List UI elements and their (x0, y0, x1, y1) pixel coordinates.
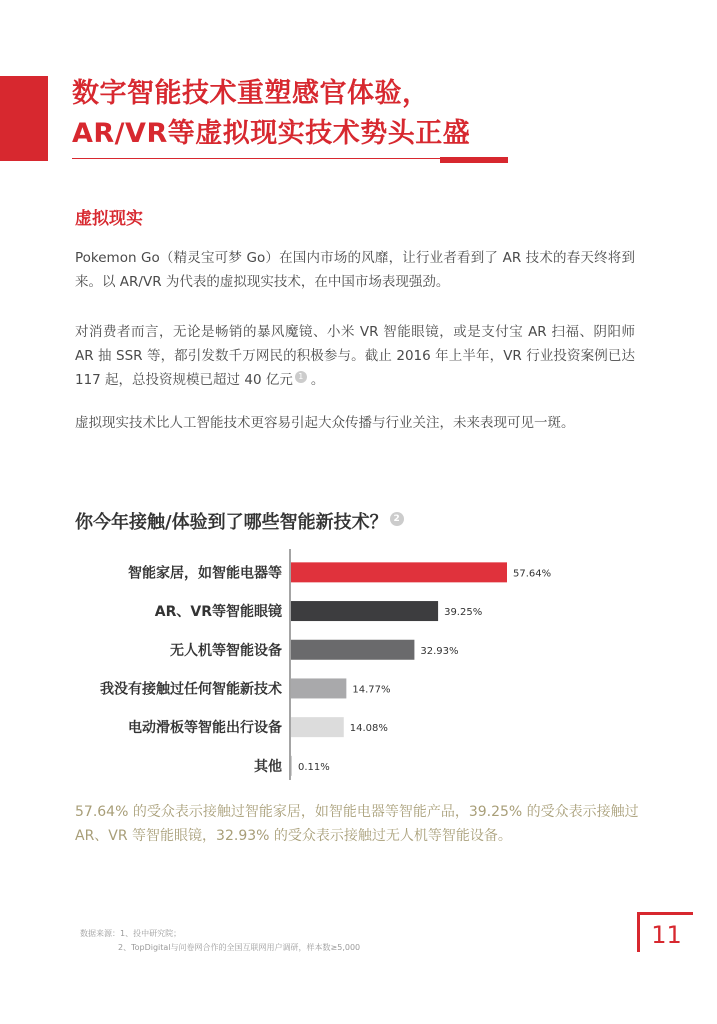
value-label-1: 39.25% (444, 607, 483, 619)
category-label-3: 我没有接触过任何智能新技术 (100, 681, 282, 698)
category-label-4: 电动滑板等智能出行设备 (128, 720, 282, 737)
bar-1 (291, 601, 438, 621)
source-line-1: 数据来源：1、投中研究院； (80, 929, 182, 938)
bar-2 (291, 640, 414, 660)
bar-0 (291, 562, 507, 582)
paragraph-2 (75, 320, 635, 392)
section-title: 虚拟现实 (75, 209, 143, 229)
footnote-1-marker: 1 (295, 371, 307, 383)
bar-3 (291, 678, 346, 698)
value-label-5: 0.11% (298, 761, 330, 773)
red-accent-block (0, 76, 48, 161)
bar-5 (291, 756, 292, 776)
category-label-5: 其他 (254, 758, 282, 775)
footnote-2-marker: 2 (390, 512, 404, 526)
technology-bar-chart (60, 545, 620, 780)
paragraph-2-text: 对消费者而言，无论是畅销的暴风魔镜、小米 VR 智能眼镜，或是支付宝 AR 扫福、阴阳师 AR 抽 SSR 等，都引发数千万网民的积极参与。截止 2016 年上半年，VR 行业投资案例已达 117 起，总投资规模已超过 40 亿元 (75, 324, 635, 388)
value-label-2: 32.93% (420, 645, 459, 657)
chart-title-text: 你今年接触/体验到了哪些智能新技术？ (75, 512, 388, 533)
value-label-3: 14.77% (352, 684, 391, 696)
paragraph-3: 虚拟现实技术比人工智能技术更容易引起大众传播与行业关注，未来表现可见一斑。 (75, 415, 575, 431)
bar-4 (291, 717, 344, 737)
chart-summary: 57.64% 的受众表示接触过智能家居，如智能电器等智能产品，39.25% 的受众表示接触过 AR、VR 等智能眼镜，32.93% 的受众表示接触过无人机等智能设备。 (75, 804, 639, 844)
source-line-2: 2、TopDigital与问卷网合作的全国互联网用户调研，样本数≥5,000 (118, 943, 361, 952)
page-title (72, 74, 692, 154)
value-label-4: 14.08% (349, 723, 388, 735)
data-source (80, 927, 360, 955)
category-label-1: AR、VR等智能眼镜 (154, 604, 282, 621)
chart-title (75, 508, 408, 534)
title-line-1: 数字智能技术重塑感官体验， (72, 78, 430, 109)
title-underline-accent (440, 157, 508, 163)
paragraph-1: Pokemon Go（精灵宝可梦 Go）在国内市场的风靡，让行业者看到了 AR 技术的春天终将到来。以 AR/VR 为代表的虚拟现实技术，在中国市场表现强劲。 (75, 250, 635, 290)
value-label-0: 57.64% (513, 568, 552, 580)
paragraph-2-end: 。 (310, 372, 325, 388)
category-label-2: 无人机等智能设备 (170, 642, 282, 659)
category-label-0: 智能家居，如智能电器等 (128, 565, 282, 582)
page-number: 11 (637, 912, 693, 952)
title-line-2: AR/VR等虚拟现实技术势头正盛 (72, 118, 471, 149)
